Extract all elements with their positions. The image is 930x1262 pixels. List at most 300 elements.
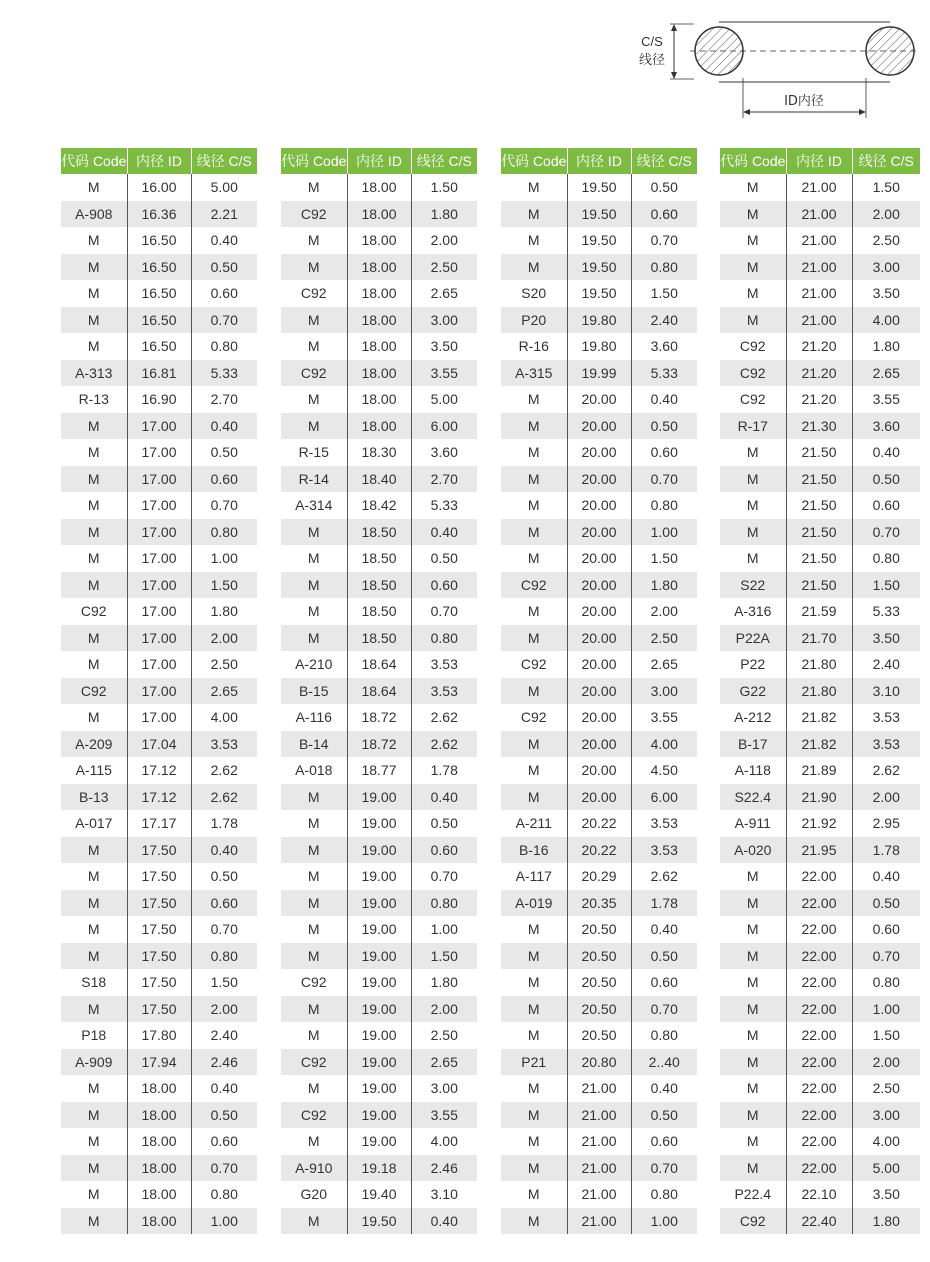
table-row [61,1128,257,1155]
cell-id: 16.50 [127,333,191,360]
cell-cs: 4.00 [210,709,238,726]
cell-cs: 5.00 [852,1155,920,1182]
cell-cs: 1.50 [430,179,458,196]
cell-id: 20.00 [567,678,631,705]
table-row [501,969,697,996]
cell-cs: 0.50 [631,1102,697,1129]
table-row [501,943,697,970]
table-row [281,545,477,572]
cell-id: 21.00 [567,1075,631,1102]
cell-code: C92 [61,678,127,705]
cell-id: 22.10 [786,1181,852,1208]
table-row [61,890,257,917]
table-row [720,1022,920,1049]
table-body [501,174,697,1234]
cell-code: P22 [720,651,786,678]
cell-cs: 0.80 [191,943,257,970]
cell-cs: 2.95 [872,815,900,832]
cs-label-cn: 线径 [638,53,666,68]
cell-id: 19.50 [567,174,631,201]
cell-code: S20 [501,280,567,307]
cell-cs: 0.40 [650,1080,678,1097]
cell-code: A-019 [501,890,567,917]
cell-cs: 6.00 [411,413,477,440]
cell-id: 22.00 [786,943,852,970]
cell-code: M [61,651,127,678]
cell-cs: 3.00 [852,254,920,281]
cell-cs: 0.60 [191,890,257,917]
cell-cs: 0.70 [430,603,458,620]
table-row [501,598,697,625]
table-row [720,439,920,466]
table-row [61,280,257,307]
cell-id: 18.64 [347,651,411,678]
cell-cs: 0.80 [650,1186,678,1203]
cell-code: C92 [281,280,347,307]
cell-cs: 1.50 [411,943,477,970]
table-row [281,1022,477,1049]
cell-cs: 0.40 [411,784,477,811]
cell-id: 20.00 [567,651,631,678]
table-row [720,201,920,228]
cell-code: M [501,757,567,784]
cell-code: M [61,1075,127,1102]
cell-cs: 1.78 [430,762,458,779]
cell-id: 18.00 [127,1208,191,1235]
cell-id: 19.00 [347,810,411,837]
cell-code: M [501,1155,567,1182]
cell-id: 19.40 [347,1181,411,1208]
cell-code: M [720,943,786,970]
cell-code: M [501,1181,567,1208]
cell-id: 21.00 [786,280,852,307]
table-row [281,704,477,731]
cell-cs: 3.00 [631,678,697,705]
cell-code: M [281,254,347,281]
table-row [61,651,257,678]
cell-code: M [720,201,786,228]
cell-cs: 0.80 [411,625,477,652]
cell-code: M [61,863,127,890]
table-row [281,1049,477,1076]
cell-id: 18.00 [127,1102,191,1129]
table-row [281,333,477,360]
cell-id: 20.00 [567,545,631,572]
table-row [501,625,697,652]
cell-code: M [281,386,347,413]
size-table [61,148,257,1234]
cell-id: 19.00 [347,1022,411,1049]
cell-id: 18.50 [347,545,411,572]
table-row [501,1208,697,1235]
table-row [501,731,697,758]
cell-id: 18.50 [347,625,411,652]
cell-cs: 0.40 [411,1208,477,1235]
cell-code: M [720,1022,786,1049]
cell-cs: 2.00 [430,232,458,249]
cell-id: 20.22 [567,837,631,864]
table-row [61,519,257,546]
cell-id: 21.59 [786,598,852,625]
cell-code: M [720,492,786,519]
cell-code: M [61,227,127,254]
cell-cs: 2.50 [872,1080,900,1097]
table-row [720,492,920,519]
cell-code: P20 [501,307,567,334]
table-row [61,492,257,519]
table-row [501,996,697,1023]
cell-code: M [720,863,786,890]
cell-code: A-209 [61,731,127,758]
cell-cs: 0.50 [430,815,458,832]
cell-code: M [61,704,127,731]
table-row [501,227,697,254]
table-row [501,413,697,440]
cell-code: M [61,890,127,917]
table-row [720,1049,920,1076]
cell-code: A-117 [501,863,567,890]
cell-id: 21.95 [786,837,852,864]
table-row [501,651,697,678]
cell-cs: 0.70 [650,232,678,249]
cell-cs: 2.65 [411,1049,477,1076]
cell-code: M [501,731,567,758]
cell-cs: 0.60 [411,572,477,599]
cell-id: 17.00 [127,492,191,519]
table-row [720,651,920,678]
table-row [281,863,477,890]
cell-id: 18.00 [347,201,411,228]
cell-code: B-13 [61,784,127,811]
cell-id: 17.80 [127,1022,191,1049]
table-row [720,413,920,440]
cell-id: 22.00 [786,1075,852,1102]
table-row [501,704,697,731]
cell-id: 20.50 [567,943,631,970]
cell-code: M [281,519,347,546]
cell-code: M [61,333,127,360]
cell-code: M [501,1102,567,1129]
cell-cs: 1.50 [650,550,678,567]
cell-code: B-14 [281,731,347,758]
cell-code: M [720,916,786,943]
table-row [501,519,697,546]
table-row [61,572,257,599]
cell-code: M [720,890,786,917]
cell-code: A-210 [281,651,347,678]
table-row [281,625,477,652]
cell-id: 20.35 [567,890,631,917]
table-row [501,1128,697,1155]
table-row [720,545,920,572]
cell-cs: 3.00 [430,1080,458,1097]
cell-cs: 3.55 [650,709,678,726]
cell-cs: 0.60 [191,466,257,493]
table-row [501,1181,697,1208]
cell-code: M [61,545,127,572]
cell-code: C92 [720,1208,786,1235]
table-row [501,863,697,890]
cell-code: A-316 [720,598,786,625]
cell-cs: 0.70 [852,943,920,970]
table-row [61,439,257,466]
cs-arrow-top [671,24,677,31]
table-row [720,1102,920,1129]
cell-cs: 2.65 [430,285,458,302]
cell-code: G22 [720,678,786,705]
cell-cs: 1.00 [430,921,458,938]
table-row [281,651,477,678]
cell-code: M [281,837,347,864]
cell-code: M [61,413,127,440]
cell-cs: 0.70 [430,868,458,885]
cell-id: 19.80 [567,333,631,360]
cell-cs: 0.80 [191,519,257,546]
cell-code: M [720,1049,786,1076]
table-row [720,333,920,360]
cell-code: P22A [720,625,786,652]
cell-code: M [501,625,567,652]
cell-id: 18.50 [347,519,411,546]
table-row [61,863,257,890]
cell-code: M [281,598,347,625]
cell-id: 18.72 [347,704,411,731]
cell-cs: 4.00 [430,1133,458,1150]
table-row [61,333,257,360]
table-row [501,439,697,466]
table-row [281,492,477,519]
cell-cs: 3.10 [852,678,920,705]
cell-cs: 0.70 [191,1155,257,1182]
cell-id: 17.50 [127,969,191,996]
cell-code: M [61,1181,127,1208]
table-row [281,890,477,917]
cell-code: M [61,519,127,546]
cell-cs: 2.50 [631,625,697,652]
cell-code: M [281,916,347,943]
table-row [281,572,477,599]
table-row [720,678,920,705]
cell-cs: 0.50 [852,466,920,493]
cell-cs: 1.80 [411,201,477,228]
cell-code: M [281,1022,347,1049]
cell-code: C92 [281,360,347,387]
cell-id: 18.50 [347,572,411,599]
cell-code: M [720,1155,786,1182]
cell-code: A-908 [61,201,127,228]
cell-cs: 2.00 [191,996,257,1023]
cell-id: 22.00 [786,1049,852,1076]
cell-code: M [720,519,786,546]
cell-cs: 5.33 [872,603,900,620]
cell-code: A-017 [61,810,127,837]
cell-id: 18.40 [347,466,411,493]
cell-id: 21.50 [786,439,852,466]
table-row [281,386,477,413]
cell-id: 19.00 [347,943,411,970]
cell-cs: 2.70 [210,391,238,408]
cell-code: M [61,1155,127,1182]
cell-cs: 2.00 [650,603,678,620]
cell-cs: 0.60 [650,1133,678,1150]
table-row [281,1181,477,1208]
cell-id: 19.00 [347,1049,411,1076]
cell-cs: 0.50 [191,1102,257,1129]
table-row [61,704,257,731]
table-row [61,757,257,784]
table-row [281,254,477,281]
table-row [281,757,477,784]
cell-cs: 1.50 [872,179,900,196]
cell-id: 17.17 [127,810,191,837]
cell-cs: 1.80 [210,603,238,620]
cell-cs: 0.60 [650,444,678,461]
cell-id: 21.82 [786,731,852,758]
cell-id: 17.00 [127,439,191,466]
cell-code: M [501,1208,567,1235]
cell-id: 21.50 [786,466,852,493]
left-section-circle [695,27,743,75]
table-row [501,1102,697,1129]
cell-cs: 1.50 [650,285,678,302]
table-row [501,201,697,228]
cell-id: 20.00 [567,572,631,599]
cell-id: 18.00 [347,307,411,334]
table-row [501,757,697,784]
cell-id: 17.94 [127,1049,191,1076]
table-row [281,307,477,334]
cell-code: M [61,174,127,201]
cell-code: M [720,1075,786,1102]
cell-id: 21.50 [786,492,852,519]
table-row [281,598,477,625]
cell-code: M [61,943,127,970]
cell-id: 18.00 [347,174,411,201]
cell-id: 18.00 [127,1181,191,1208]
cell-cs: 0.40 [872,444,900,461]
table-row [61,810,257,837]
cell-id: 18.00 [127,1075,191,1102]
id-arrow-left [743,109,750,115]
cell-cs: 2.65 [650,656,678,673]
cs-arrow-bottom [671,72,677,79]
cell-cs: 5.33 [191,360,257,387]
table-row [720,890,920,917]
cell-id: 22.00 [786,863,852,890]
cell-cs: 1.50 [210,974,238,991]
table-row [61,1208,257,1235]
cell-id: 18.00 [127,1155,191,1182]
table-row [720,625,920,652]
cell-cs: 1.00 [631,1208,697,1235]
table-row [61,1155,257,1182]
table-row [61,307,257,334]
table-row [281,784,477,811]
table-row [61,1049,257,1076]
cell-cs: 3.55 [872,391,900,408]
cell-cs: 4.00 [872,1133,900,1150]
cell-id: 19.00 [347,1128,411,1155]
cell-cs: 0.80 [872,550,900,567]
cell-cs: 3.10 [430,1186,458,1203]
cell-code: M [501,413,567,440]
header-id: 内径 ID [567,148,631,174]
cell-code: C92 [720,386,786,413]
header-id: 内径 ID [786,148,852,174]
table-row [501,784,697,811]
cell-id: 16.50 [127,307,191,334]
cell-code: B-17 [720,731,786,758]
cell-code: M [720,1128,786,1155]
table-row [720,1128,920,1155]
cell-id: 18.00 [347,360,411,387]
cell-id: 19.99 [567,360,631,387]
table-row [61,227,257,254]
cell-id: 19.50 [567,254,631,281]
cell-id: 22.00 [786,890,852,917]
cs-label: C/S [641,34,663,49]
cell-cs: 0.50 [210,868,238,885]
cell-cs: 1.78 [852,837,920,864]
cell-cs: 3.53 [411,678,477,705]
table-row [61,996,257,1023]
cell-id: 19.18 [347,1155,411,1182]
cell-id: 21.00 [567,1181,631,1208]
cell-id: 21.20 [786,333,852,360]
cell-id: 17.50 [127,837,191,864]
cell-cs: 1.50 [191,572,257,599]
cell-code: M [501,1128,567,1155]
cell-code: M [501,227,567,254]
cell-cs: 3.60 [852,413,920,440]
cell-code: S18 [61,969,127,996]
table-row [61,201,257,228]
cell-cs: 0.50 [210,444,238,461]
cell-id: 18.00 [347,413,411,440]
cell-code: A-315 [501,360,567,387]
table-row [281,466,477,493]
table-row [720,1181,920,1208]
cell-code: M [720,254,786,281]
table-row [281,1155,477,1182]
table-row [281,1075,477,1102]
cell-id: 16.50 [127,280,191,307]
table-row [501,1049,697,1076]
cell-id: 16.90 [127,386,191,413]
cell-id: 21.80 [786,678,852,705]
cell-id: 21.50 [786,572,852,599]
cell-id: 21.90 [786,784,852,811]
cell-id: 19.50 [567,227,631,254]
cell-cs: 0.60 [631,201,697,228]
cell-code: M [281,863,347,890]
cell-id: 17.00 [127,519,191,546]
table-row [281,519,477,546]
table-row [720,280,920,307]
cell-code: M [720,227,786,254]
cell-cs: 2.00 [852,1049,920,1076]
cell-id: 21.00 [786,254,852,281]
table-body [281,174,477,1234]
cell-code: M [720,307,786,334]
table-row [61,969,257,996]
cell-id: 22.40 [786,1208,852,1235]
cell-code: C92 [281,1102,347,1129]
cell-code: C92 [501,572,567,599]
cell-id: 20.50 [567,1022,631,1049]
cell-cs: 3.00 [852,1102,920,1129]
cell-cs: 2.00 [852,201,920,228]
